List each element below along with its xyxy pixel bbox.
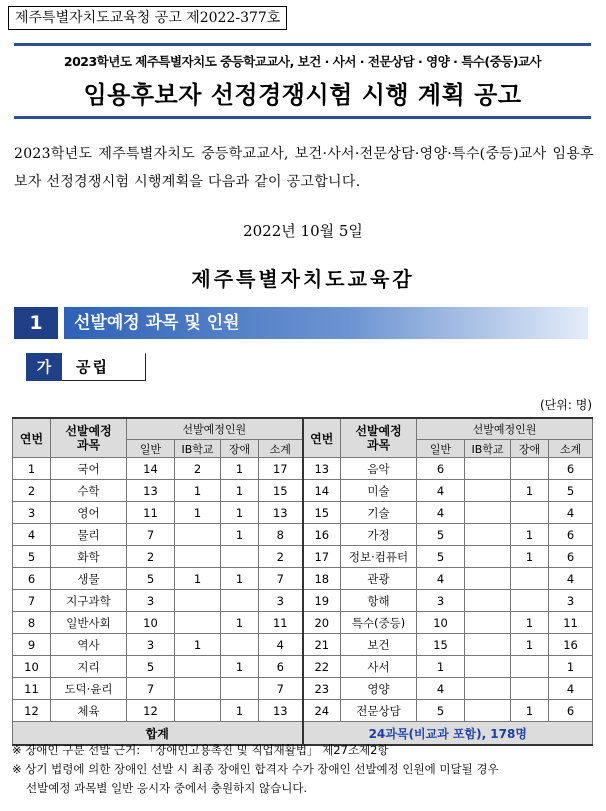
cell-disabled: [511, 568, 549, 590]
table-row: [13, 700, 593, 722]
cell-subject: 생물: [51, 568, 127, 590]
intro-paragraph: 2023학년도 제주특별자치도 중등학교교사, 보건·사서·전문상담·영양·특수(중등)교사 임용후보자 선정경쟁시험 시행계획을 다음과 같이 공고합니다.: [14, 146, 594, 190]
cell-disabled: 1: [511, 634, 549, 656]
cell-subtotal: 6: [259, 656, 303, 678]
header-group: 선발예정인원: [417, 418, 593, 440]
cell-disabled: 1: [511, 700, 549, 722]
cell-subtotal: 3: [549, 590, 593, 612]
table-row: [13, 546, 593, 568]
cell-no: 6: [13, 568, 51, 590]
table-row: [13, 590, 593, 612]
footnote-shortfall-continued: 선발예정 과목별 일반 응시자 중에서 충원하지 않습니다.: [26, 781, 308, 795]
cell-subject: 국어: [51, 458, 127, 480]
cell-subject: 물리: [51, 524, 127, 546]
cell-ib: [175, 590, 221, 612]
cell-subtotal: 8: [259, 524, 303, 546]
cell-general: 11: [127, 502, 175, 524]
notice-number: 제주특별자치도교육청 공고 제2022-377호: [8, 6, 287, 30]
total-label: 합계: [13, 722, 303, 746]
cell-general: 4: [417, 480, 465, 502]
cell-no: 7: [13, 590, 51, 612]
cell-no: 22: [303, 656, 341, 678]
cell-general: 6: [417, 458, 465, 480]
total-value: 24과목(비교과 포함), 178명: [303, 722, 593, 746]
cell-subject: 전문상담: [341, 700, 417, 722]
cell-subject: 정보·컴퓨터: [341, 546, 417, 568]
cell-ib: [465, 634, 511, 656]
header-no: 연번: [13, 418, 51, 458]
cell-disabled: [511, 590, 549, 612]
cell-subject: 역사: [51, 634, 127, 656]
announcement-date: 2022년 10월 5일: [243, 222, 363, 240]
cell-no: 5: [13, 546, 51, 568]
subsection-heading: [26, 353, 146, 381]
cell-disabled: [511, 678, 549, 700]
cell-no: 10: [13, 656, 51, 678]
cell-no: 1: [13, 458, 51, 480]
section-number: 1: [14, 307, 58, 339]
cell-subtotal: 6: [549, 546, 593, 568]
header-subject: 선발예정 과목: [51, 418, 127, 458]
header-subject: 선발예정 과목: [341, 418, 417, 458]
cell-subtotal: 6: [549, 524, 593, 546]
cell-ib: [175, 524, 221, 546]
cell-subtotal: 5: [549, 480, 593, 502]
table-row: [13, 480, 593, 502]
cell-disabled: 1: [221, 568, 259, 590]
cell-no: 16: [303, 524, 341, 546]
cell-disabled: [221, 590, 259, 612]
cell-ib: [465, 678, 511, 700]
cell-subtotal: 7: [259, 568, 303, 590]
header-general: 일반: [127, 440, 175, 458]
cell-general: 13: [127, 480, 175, 502]
cell-general: 3: [127, 634, 175, 656]
cell-no: 4: [13, 524, 51, 546]
cell-no: 2: [13, 480, 51, 502]
cell-general: 4: [417, 678, 465, 700]
cell-subject: 영어: [51, 502, 127, 524]
cell-subject: 관광: [341, 568, 417, 590]
cell-disabled: 1: [221, 480, 259, 502]
footnote-legal-basis: ※ 장애인 구분 선발 근거: 「장애인고용촉진 및 직업재활법」 제27조제2항: [12, 743, 389, 757]
cell-subtotal: 13: [259, 700, 303, 722]
cell-no: 18: [303, 568, 341, 590]
cell-ib: 1: [175, 480, 221, 502]
cell-general: 10: [417, 612, 465, 634]
cell-general: 1: [417, 656, 465, 678]
unit-label: (단위: 명): [540, 398, 592, 412]
cell-no: 11: [13, 678, 51, 700]
cell-general: 4: [417, 568, 465, 590]
cell-disabled: [221, 546, 259, 568]
cell-general: 5: [417, 546, 465, 568]
table-row: [13, 568, 593, 590]
cell-subtotal: 16: [549, 634, 593, 656]
header-subtotal: 소계: [549, 440, 593, 458]
cell-disabled: 1: [511, 546, 549, 568]
cell-ib: 1: [175, 634, 221, 656]
cell-disabled: 1: [221, 612, 259, 634]
cell-subject: 도덕·윤리: [51, 678, 127, 700]
cell-no: 20: [303, 612, 341, 634]
cell-subject: 사서: [341, 656, 417, 678]
cell-ib: [175, 700, 221, 722]
cell-disabled: [511, 502, 549, 524]
cell-subject: 일반사회: [51, 612, 127, 634]
cell-disabled: 1: [511, 480, 549, 502]
header-disabled: 장애: [221, 440, 259, 458]
cell-general: 15: [417, 634, 465, 656]
cell-general: 2: [127, 546, 175, 568]
title-box: [14, 43, 591, 119]
cell-subject: 미술: [341, 480, 417, 502]
cell-no: 24: [303, 700, 341, 722]
table-row: [13, 524, 593, 546]
cell-subject: 화학: [51, 546, 127, 568]
cell-disabled: [511, 458, 549, 480]
cell-general: 4: [417, 502, 465, 524]
cell-subtotal: 15: [259, 480, 303, 502]
cell-subtotal: 7: [259, 678, 303, 700]
cell-disabled: 1: [511, 612, 549, 634]
cell-general: 5: [127, 568, 175, 590]
cell-ib: [175, 656, 221, 678]
table-row: [13, 656, 593, 678]
cell-ib: 1: [175, 502, 221, 524]
cell-ib: 1: [175, 568, 221, 590]
header-group: 선발예정인원: [127, 418, 303, 440]
cell-general: 7: [127, 678, 175, 700]
cell-no: 8: [13, 612, 51, 634]
cell-subject: 기술: [341, 502, 417, 524]
cell-ib: [465, 480, 511, 502]
cell-subtotal: 4: [549, 568, 593, 590]
section-title: 선발예정 과목 및 인원: [64, 307, 588, 339]
footnote-shortfall: ※ 상기 법령에 의한 장애인 선발 시 최종 장애인 합격자 수가 장애인 선발예정 인원에 미달될 경우: [12, 762, 499, 776]
cell-ib: [175, 678, 221, 700]
cell-disabled: [511, 656, 549, 678]
cell-subtotal: 6: [549, 458, 593, 480]
cell-general: 7: [127, 524, 175, 546]
cell-subject: 보건: [341, 634, 417, 656]
cell-subject: 수학: [51, 480, 127, 502]
cell-general: 5: [417, 524, 465, 546]
cell-subtotal: 1: [549, 656, 593, 678]
table-row: [13, 634, 593, 656]
table-row: [13, 458, 593, 480]
cell-ib: [175, 546, 221, 568]
cell-subtotal: 4: [549, 678, 593, 700]
cell-subtotal: 4: [259, 634, 303, 656]
document-subtitle: 2023학년도 제주특별자치도 중등학교교사, 보건 · 사서 · 전문상담 · 영양 · 특수(중등)교사: [63, 54, 542, 69]
issuing-organization: 제주특별자치도교육감: [191, 267, 415, 291]
cell-ib: [465, 502, 511, 524]
cell-ib: [465, 458, 511, 480]
cell-subtotal: 2: [259, 546, 303, 568]
cell-ib: [175, 612, 221, 634]
cell-ib: [465, 546, 511, 568]
header-ib: IB학교: [465, 440, 511, 458]
cell-subtotal: 11: [259, 612, 303, 634]
cell-disabled: 1: [511, 524, 549, 546]
cell-general: 14: [127, 458, 175, 480]
cell-no: 13: [303, 458, 341, 480]
table-row: [13, 678, 593, 700]
cell-subject: 항해: [341, 590, 417, 612]
cell-subject: 가정: [341, 524, 417, 546]
cell-subject: 체육: [51, 700, 127, 722]
cell-no: 12: [13, 700, 51, 722]
cell-ib: 2: [175, 458, 221, 480]
cell-ib: [465, 590, 511, 612]
cell-disabled: 1: [221, 656, 259, 678]
cell-subtotal: 3: [259, 590, 303, 612]
cell-subtotal: 11: [549, 612, 593, 634]
cell-disabled: 1: [221, 700, 259, 722]
cell-subject: 지구과학: [51, 590, 127, 612]
cell-general: 5: [127, 656, 175, 678]
cell-disabled: 1: [221, 524, 259, 546]
cell-no: 3: [13, 502, 51, 524]
cell-ib: [465, 524, 511, 546]
cell-no: 19: [303, 590, 341, 612]
cell-disabled: [221, 634, 259, 656]
cell-general: 3: [417, 590, 465, 612]
cell-subtotal: 17: [259, 458, 303, 480]
cell-subject: 지리: [51, 656, 127, 678]
header-no: 연번: [303, 418, 341, 458]
cell-disabled: [221, 678, 259, 700]
cell-subtotal: 4: [549, 502, 593, 524]
cell-general: 3: [127, 590, 175, 612]
cell-no: 15: [303, 502, 341, 524]
cell-ib: [465, 612, 511, 634]
header-general: 일반: [417, 440, 465, 458]
cell-no: 9: [13, 634, 51, 656]
cell-general: 12: [127, 700, 175, 722]
cell-ib: [465, 700, 511, 722]
cell-general: 10: [127, 612, 175, 634]
cell-no: 14: [303, 480, 341, 502]
table-body: [13, 458, 593, 722]
cell-general: 5: [417, 700, 465, 722]
cell-disabled: 1: [221, 458, 259, 480]
cell-subject: 특수(중등): [341, 612, 417, 634]
header-ib: IB학교: [175, 440, 221, 458]
cell-subtotal: 13: [259, 502, 303, 524]
footnotes: [12, 741, 597, 798]
header-subtotal: 소계: [259, 440, 303, 458]
recruitment-table: [12, 417, 593, 746]
cell-ib: [465, 568, 511, 590]
cell-no: 23: [303, 678, 341, 700]
cell-no: 17: [303, 546, 341, 568]
subsection-number: 가: [26, 353, 62, 381]
table-row: [13, 502, 593, 524]
subsection-title: 공립: [62, 353, 146, 381]
cell-no: 21: [303, 634, 341, 656]
header-disabled: 장애: [511, 440, 549, 458]
cell-subject: 음악: [341, 458, 417, 480]
table-row: [13, 612, 593, 634]
cell-subject: 영양: [341, 678, 417, 700]
document-title: 임용후보자 선정경쟁시험 시행 계획 공고: [83, 81, 522, 109]
section-heading: [14, 307, 588, 339]
cell-subtotal: 6: [549, 700, 593, 722]
cell-ib: [465, 656, 511, 678]
cell-disabled: 1: [221, 502, 259, 524]
